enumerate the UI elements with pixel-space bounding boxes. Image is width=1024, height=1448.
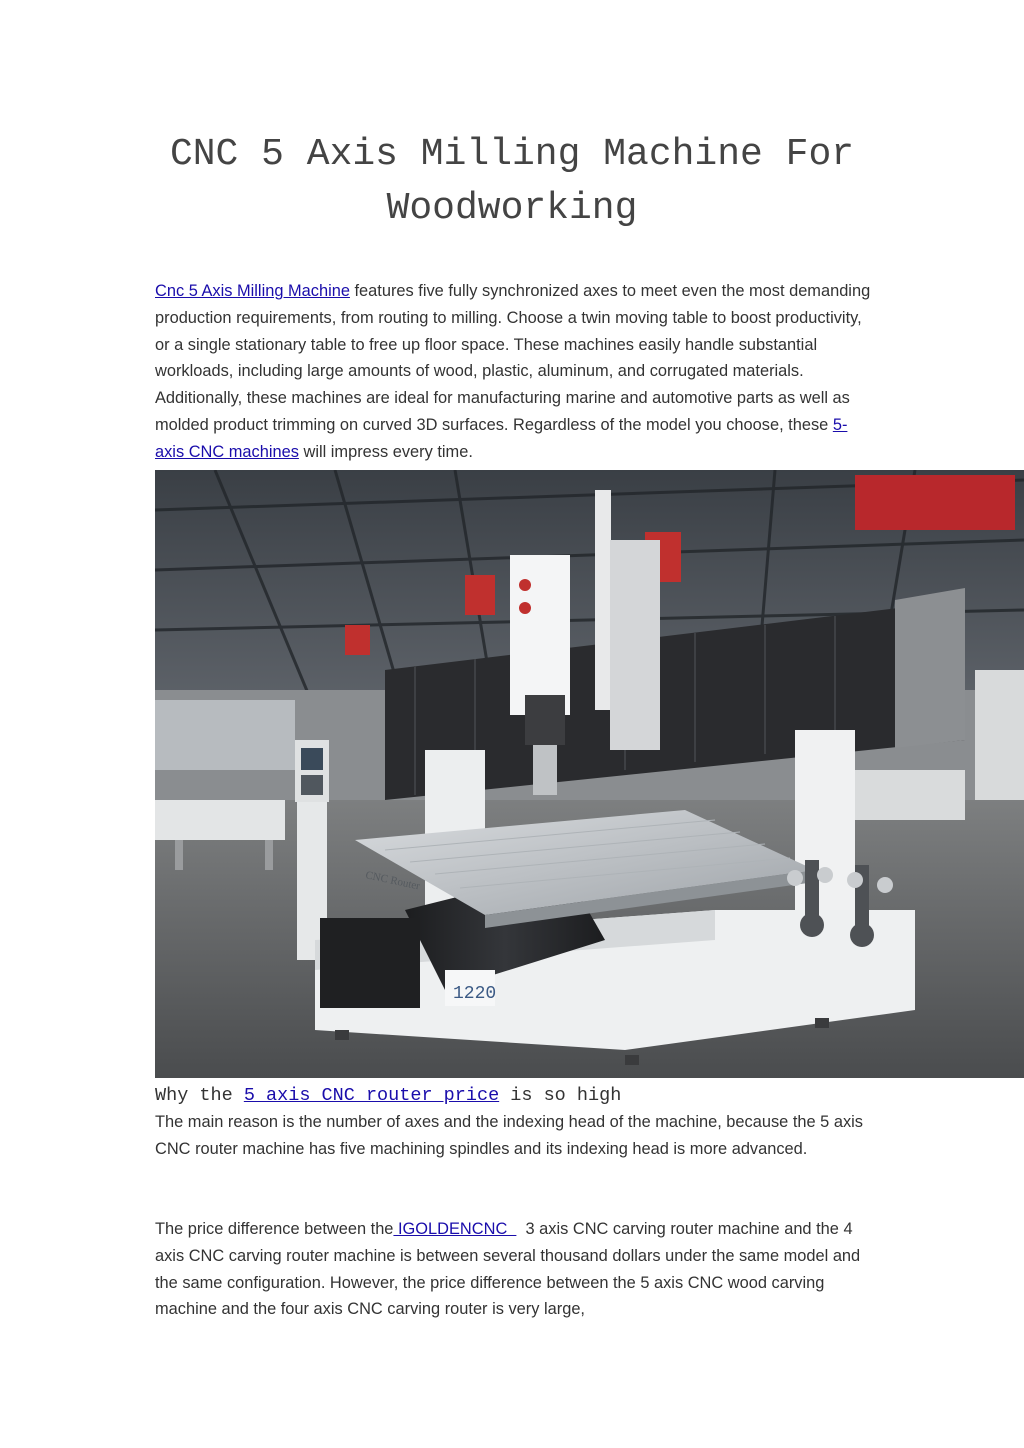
intro-text: features five fully synchronized axes to meet even the most demanding production requirements, from routing to milling. Choose a twin moving table to boost productivity, or a single stationary table to free up floor space. These machines easily handle substantial workloads, including large amounts of wood, plastic, aluminum, and corrugated materials. Additionally, these machines are ideal for manufacturing marine and automotive parts as well as molded product trimming on curved 3D surfaces. Regardless of the model you choose, these xyxy=(155,282,871,434)
machine-label-text: CNC Router xyxy=(364,869,421,893)
page-title xyxy=(0,128,1024,236)
igoldencnc-link[interactable]: IGOLDENCNC xyxy=(393,1220,517,1238)
intro-paragraph xyxy=(155,278,875,466)
price-text-before: The price difference between the xyxy=(155,1220,394,1238)
cnc-5-axis-milling-machine-link[interactable]: Cnc 5 Axis Milling Machine xyxy=(155,282,350,300)
subheading-before: Why the xyxy=(155,1085,244,1106)
5-axis-cnc-router-price-link[interactable]: 5 axis CNC router price xyxy=(243,1085,500,1106)
price-text-after: 3 axis CNC carving router machine and the 4 axis CNC carving router machine is between several thousand dollars under the same model and the same configuration. However, the price difference between the 5 axis CNC wood carving machine and the four axis CNC carving router is very large, xyxy=(155,1220,865,1319)
cnc-machine-photo xyxy=(155,470,1024,1078)
page-title-line-1: CNC 5 Axis Milling Machine For xyxy=(169,133,855,176)
table-number-text: 1220 xyxy=(453,984,497,1004)
reason-paragraph: The main reason is the number of axes and the indexing head of the machine, because the 5 axis CNC router machine has five machining spindles and its indexing head is more advanced. xyxy=(155,1113,863,1158)
5-axis-cnc-machines-link[interactable]: 5-axis CNC machines xyxy=(155,415,848,461)
intro-text-end: will impress every time. xyxy=(298,442,473,461)
section-subheading xyxy=(155,1083,621,1109)
subheading-after: is so high xyxy=(499,1085,622,1106)
price-paragraph xyxy=(155,1216,875,1323)
page-title-line-2: Woodworking xyxy=(386,187,638,230)
